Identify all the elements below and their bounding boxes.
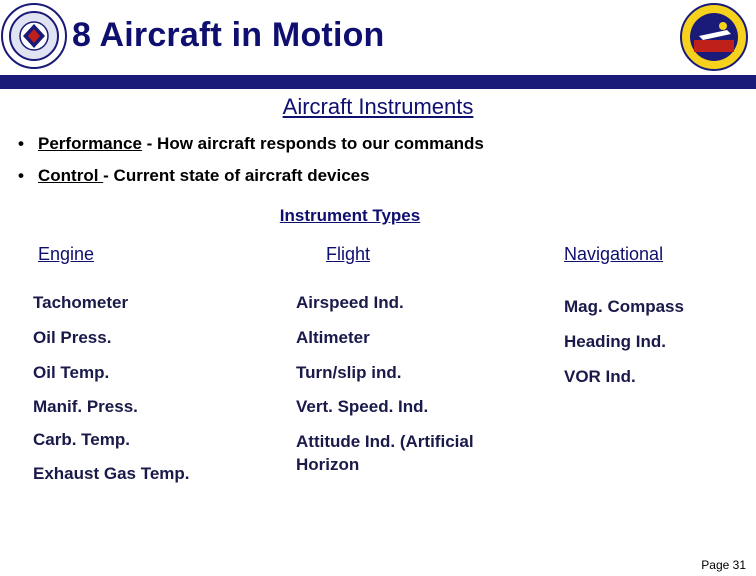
column-header-flight: Flight <box>326 244 371 264</box>
bullet-dot-icon: • <box>18 134 24 153</box>
list-item: Mag. Compass <box>564 297 684 316</box>
list-item: Exhaust Gas Temp. <box>33 464 190 483</box>
column-header-navigational: Navigational <box>564 244 664 264</box>
list-item: Attitude Ind. (Artificial Horizon <box>296 432 474 474</box>
section-heading: Aircraft Instruments <box>282 94 474 119</box>
slide-title: 8 Aircraft in Motion <box>72 16 385 54</box>
civil-air-patrol-seal-icon <box>0 2 68 70</box>
bullet-item-control <box>18 166 484 198</box>
list-item: Tachometer <box>33 293 129 312</box>
bullet-text: - Current state of aircraft devices <box>103 166 370 185</box>
list-item: Heading Ind. <box>564 332 666 351</box>
list-item: Oil Press. <box>33 328 112 347</box>
civil-air-patrol-aerospace-seal-icon <box>679 2 749 72</box>
list-item: Oil Temp. <box>33 363 110 382</box>
instrument-types-heading: Instrument Types <box>279 206 421 225</box>
list-item: Altimeter <box>296 328 370 347</box>
page-number: Page 31 <box>701 558 746 572</box>
bullet-dot-icon: • <box>18 166 24 185</box>
bullet-term: Performance <box>38 134 142 153</box>
title-divider-bar <box>0 75 756 89</box>
bullet-term: Control <box>38 166 104 185</box>
list-item: Carb. Temp. <box>33 430 130 449</box>
list-item: VOR Ind. <box>564 367 636 386</box>
bullet-item-performance <box>18 134 484 166</box>
column-header-engine: Engine <box>38 244 95 264</box>
list-item: Airspeed Ind. <box>296 293 404 312</box>
list-item: Turn/slip ind. <box>296 363 402 382</box>
list-item: Vert. Speed. Ind. <box>296 397 429 416</box>
list-item: Manif. Press. <box>33 397 138 416</box>
bullet-text: - How aircraft responds to our commands <box>141 134 484 153</box>
bullet-list <box>18 134 484 198</box>
